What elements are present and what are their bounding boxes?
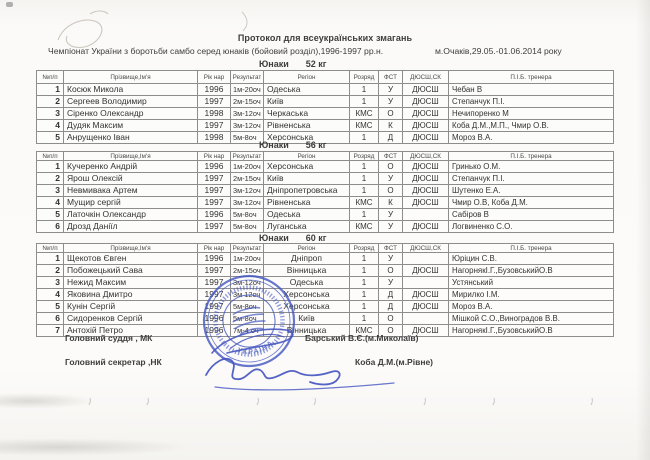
cell: 1м-20оч [231,253,264,265]
cell: 2 [37,265,64,277]
cell: 1 [350,132,379,144]
column-header: П.І.Б. тренера [449,244,614,253]
cell: ДЮСШ [403,120,449,132]
table-row [37,313,614,325]
cell: Мороз В.А. [449,301,614,313]
column-header: ДЮСШ,СК [403,71,449,84]
column-header: Розряд [350,152,379,161]
cell: 6 [37,221,64,233]
table-row [37,108,614,120]
cell: Яковина Дмитро [64,289,198,301]
cell: НагорнякІ.Г.,БузовськийО.В [449,265,614,277]
cell: 5м-8оч [231,301,264,313]
table-row [37,221,614,233]
cell: 5 [37,301,64,313]
cell: Вінницька [264,265,350,277]
column-header: Рік нар [198,71,231,84]
cell: Нежид Максим [64,277,198,289]
scan-smudge [0,393,95,409]
cell: 1 [350,209,379,221]
scan-edge-shadow [636,0,650,460]
cell: Антохій Петро [64,325,198,337]
results-table [36,70,614,144]
cell: 1997 [198,96,231,108]
cell: 1 [350,84,379,96]
cell: ДЮСШ [403,265,449,277]
cell: 7м-4 оч [231,325,264,337]
chief-judge-label: Головний суддя , МК [65,333,153,343]
age-group-label: Юнаки [259,59,289,69]
cell: 1997 [198,173,231,185]
cell: Херсонська [264,161,350,173]
cell: 1м-20оч [231,84,264,96]
signature-underline [215,383,394,390]
cell: Дрозд Даніїл [64,221,198,233]
column-header: Прізвище,Ім'я [64,244,198,253]
cell: 1 [37,253,64,265]
cell: Київ [264,173,350,185]
column-header: №п/п [37,152,64,161]
cell: Київ [264,313,350,325]
document-title: Протокол для всеукраїнських змагань [237,33,413,43]
header-row [37,152,614,161]
cell: Юріцин С.В. [449,253,614,265]
cell: 1997 [198,185,231,197]
cell: 1997 [198,277,231,289]
cell: Побожецький Сава [64,265,198,277]
cell [403,313,449,325]
column-header: ДЮСШ,СК [403,244,449,253]
cell: Чмир О.В, Коба Д.М. [449,197,614,209]
column-header: П.І.Б. тренера [449,71,614,84]
weight-class-label: 56 кг [305,140,327,150]
cell: Сергеев Володимир [64,96,198,108]
cell: У [379,221,403,233]
cell: О [379,265,403,277]
cell: 1996 [198,161,231,173]
cell: ДЮСШ [403,301,449,313]
cell: КМС [350,108,379,120]
column-header: ФСТ [379,244,403,253]
column-header: Прізвище,Ім'я [64,152,198,161]
cell: 1 [350,253,379,265]
cell: ДЮСШ [403,197,449,209]
cell: Степанчук П.І. [449,173,614,185]
table-row [37,96,614,108]
table-row [37,173,614,185]
cell: 1998 [198,108,231,120]
results-table [36,151,614,233]
secretary-signature [206,359,340,385]
cell: 2 [37,173,64,185]
section-title [259,140,327,150]
cell: Херсонська [264,301,350,313]
location-date: м.Очаків,29.05.-01.06.2014 року [435,46,562,56]
table-row [37,277,614,289]
cell: 1997 [198,289,231,301]
table-row [37,253,614,265]
chief-secretary-name: Коба Д.М.(м.Рівне) [355,357,434,367]
cell: К [379,120,403,132]
cell: ДЮСШ [403,185,449,197]
cell: Ярош Олексій [64,173,198,185]
cell: ДЮСШ [403,173,449,185]
table-row [37,301,614,313]
cell: 4 [37,120,64,132]
cell: ДЮСШ [403,84,449,96]
cell: Анрущенко Іван [64,132,198,144]
cell: 1997 [198,120,231,132]
cell: Херсонська [264,289,350,301]
cell: 1 [350,289,379,301]
cell: Устянський [449,277,614,289]
cell [403,253,449,265]
cell: Щекотов Євген [64,253,198,265]
cell: О [379,313,403,325]
cell: О [379,161,403,173]
cell: 4 [37,289,64,301]
column-header: ФСТ [379,71,403,84]
cell: 1997 [198,301,231,313]
cell: 1996 [198,253,231,265]
table-row [37,84,614,96]
table-row [37,161,614,173]
column-header: №п/п [37,244,64,253]
cell: Одеська [264,84,350,96]
cell: 5 [37,209,64,221]
cell: КМС [350,221,379,233]
age-group-label: Юнаки [259,233,289,243]
section-title [259,233,327,243]
cell: У [379,277,403,289]
cell: 1997 [198,265,231,277]
cell: О [379,108,403,120]
cell: 5 [37,132,64,144]
cell: 1 [37,161,64,173]
cell: Кунін Сергій [64,301,198,313]
cell: 1 [350,96,379,108]
cell: Мороз В.А. [449,132,614,144]
cell: Логвиненко С.О. [449,221,614,233]
column-header: П.І.Б. тренера [449,152,614,161]
cell: У [379,253,403,265]
cell: ДЮСШ [403,221,449,233]
cell: НагорнякІ.Г.,БузовськийО.В [449,325,614,337]
cell: КМС [350,197,379,209]
chief-secretary-label: Головний секретар ,НК [65,357,162,367]
cell: 3м-12оч [231,120,264,132]
cell: Черкаська [264,108,350,120]
cell: Гринько О.М. [449,161,614,173]
cell: О [379,185,403,197]
cell: 3м-12оч [231,277,264,289]
cell: Мирилко І.М. [449,289,614,301]
cell: 5м-8оч [231,132,264,144]
cell: 5м-8оч [231,209,264,221]
column-header: №п/п [37,71,64,84]
cell: 7 [37,325,64,337]
column-header: ДЮСШ,СК [403,152,449,161]
column-header: Результат [231,71,264,84]
cell: Шутенко Е.А. [449,185,614,197]
table-row [37,185,614,197]
cell: Дудяк Максим [64,120,198,132]
cell: ДЮСШ [403,289,449,301]
column-header: Рік нар [198,244,231,253]
cell: 3 [37,185,64,197]
cell: Вінницька [264,325,350,337]
cell: Херсонська [264,132,350,144]
scan-fold-marks [0,392,650,416]
cell: Д [379,301,403,313]
cell: ДЮСШ [403,161,449,173]
column-header: Розряд [350,244,379,253]
column-header: Розряд [350,71,379,84]
cell: 3м-12оч [231,108,264,120]
cell: ДЮСШ [403,108,449,120]
cell: Сабіров В [449,209,614,221]
cell: ДЮСШ [403,96,449,108]
cell: Кучеренко Андрій [64,161,198,173]
cell: 1997 [198,197,231,209]
cell: 2м-15оч [231,173,264,185]
column-header: Результат [231,152,264,161]
cell: 2м-15оч [231,265,264,277]
section-title [259,59,327,69]
cell: 5м-8оч [231,221,264,233]
column-header: Прізвище,Ім'я [64,71,198,84]
cell: У [379,209,403,221]
cell: Дніпропетровська [264,185,350,197]
cell: 1 [350,185,379,197]
header-row [37,71,614,84]
cell: Мущир сергій [64,197,198,209]
cell: Одеська [264,209,350,221]
cell: 4 [37,197,64,209]
cell: 3 [37,108,64,120]
cell [403,277,449,289]
cell: К [379,197,403,209]
scan-artifact-dot [6,2,13,7]
cell: 1996 [198,209,231,221]
cell: Одеська [264,277,350,289]
scan-smudge [0,438,190,456]
cell: 1 [350,161,379,173]
cell: 1 [350,277,379,289]
cell: Латочкін Олександр [64,209,198,221]
cell: О [379,325,403,337]
cell: Луганська [264,221,350,233]
cell: 1м-20оч [231,161,264,173]
cell: Сидоренков Сергій [64,313,198,325]
cell: 6 [37,313,64,325]
cell: Київ [264,96,350,108]
cell: ДЮСШ [403,325,449,337]
cell: 3 [37,277,64,289]
cell: Рівненська [264,120,350,132]
cell: КМС [350,120,379,132]
column-header: ФСТ [379,152,403,161]
results-table [36,243,614,337]
table-row [37,209,614,221]
cell: 1996 [198,313,231,325]
chief-judge-name: Барський В.Є.(м.Миколаїв) [305,333,419,343]
cell: Рівненська [264,197,350,209]
cell: 2 [37,96,64,108]
cell: 1 [350,301,379,313]
cell: 2м-15оч [231,96,264,108]
cell: Невмивака Артем [64,185,198,197]
cell: 3м-12оч [231,197,264,209]
table-row [37,289,614,301]
column-header: Регіон [264,152,350,161]
cell: Д [379,289,403,301]
document-subtitle: Чемпіонат України з боротьби самбо серед юнаків (бойовий розділ),1996-1997 рр.н. [48,46,384,56]
cell: Коба Д.М.,М.П., Чмир О.В. [449,120,614,132]
cell: 1998 [198,132,231,144]
cell: 3м-12оч [231,185,264,197]
cell [403,209,449,221]
cell: Дніпроп [264,253,350,265]
age-group-label: Юнаки [259,140,289,150]
column-header: Регіон [264,244,350,253]
cell: Сіренко Олександр [64,108,198,120]
cell: ДЮСШ [403,132,449,144]
cell: 1997 [198,221,231,233]
weight-class-label: 60 кг [305,233,327,243]
cell: Чебан В [449,84,614,96]
cell: У [379,173,403,185]
table-row [37,120,614,132]
cell: 1996 [198,84,231,96]
cell: 1 [350,265,379,277]
cell: 1 [350,173,379,185]
cell: Д [379,132,403,144]
stamp-text: УКРАЇНА [236,339,276,357]
cell: Мішкой С.О.,Виноградов В.В. [449,313,614,325]
cell: 1 [37,84,64,96]
table-row [37,197,614,209]
column-header: Регіон [264,71,350,84]
cell: КМС [350,325,379,337]
cell: Степанчук П.І. [449,96,614,108]
weight-class-label: 52 кг [305,59,327,69]
header-row [37,244,614,253]
cell: 1996 [198,325,231,337]
cell: 5м-8оч [231,313,264,325]
cell: Нечипоренко М [449,108,614,120]
column-header: Результат [231,244,264,253]
column-header: Рік нар [198,152,231,161]
table-row [37,265,614,277]
svg-text:УКРАЇНА [235,338,277,360]
cell: 1 [350,313,379,325]
cell: У [379,96,403,108]
cell: 3м 12оч [231,289,264,301]
cell: Косюк Микола [64,84,198,96]
cell: У [379,84,403,96]
